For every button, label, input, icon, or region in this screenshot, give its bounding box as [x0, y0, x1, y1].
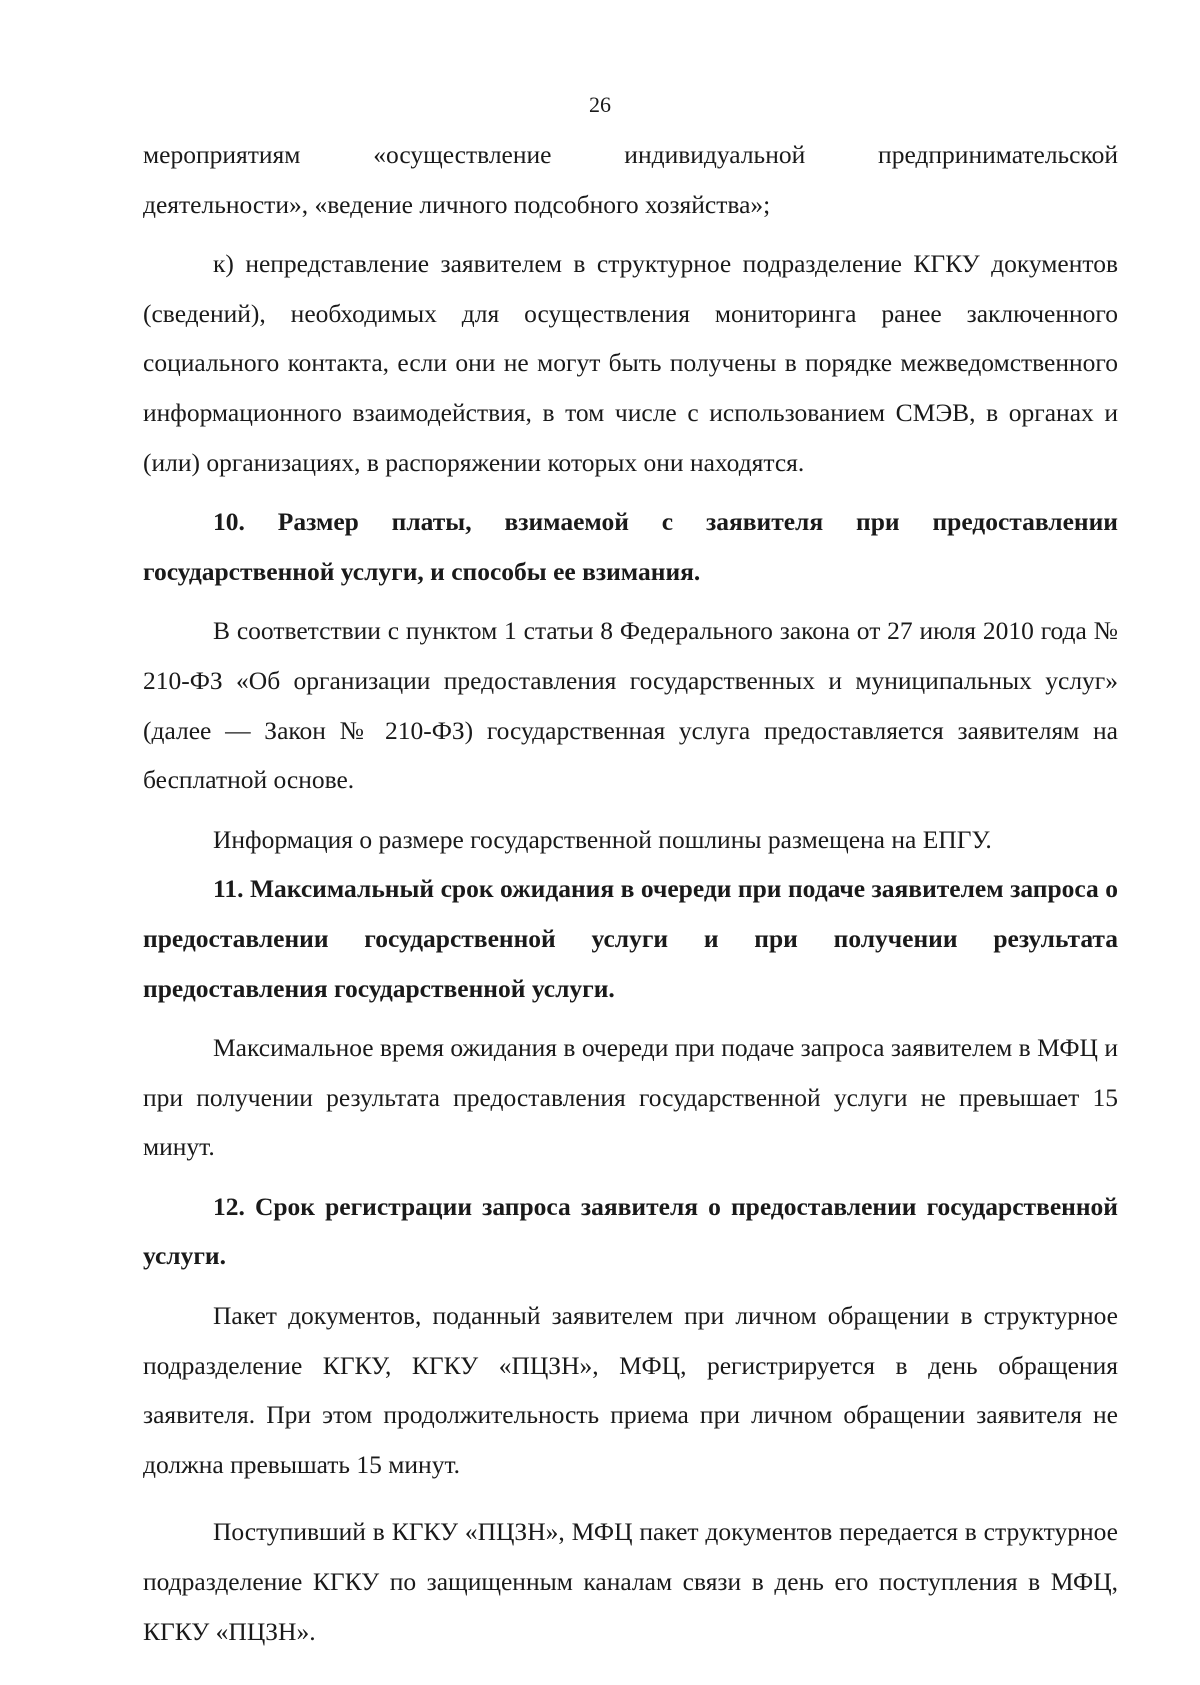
- section-heading-10: 10. Размер платы, взимаемой с заявителя при предоставлении государственной услуги, и способы ее взимания.: [143, 507, 1118, 586]
- paragraph-registration: Пакет документов, поданный заявителем при личном обращении в структурное подразделение КГКУ, КГКУ «ПЦЗН», МФЦ, регистрируется в день обращения заявителя. При этом продолжительность приема при личном обращении заявителя не должна превышать 15 минут.: [143, 1301, 1118, 1479]
- paragraph-transfer: Поступивший в КГКУ «ПЦЗН», МФЦ пакет документов передается в структурное подразделение КГКУ по защищенным каналам связи в день его поступления в МФЦ, КГКУ «ПЦЗН».: [143, 1517, 1118, 1646]
- paragraph-item-k: к) непредставление заявителем в структурное подразделение КГКУ документов (сведений), необходимых для осуществления мониторинга ранее заключенного социального контакта, если они не могут быть получены в порядке межведомственного информационного взаимодействия, в том числе с использованием СМЭВ, в органах и (или) организациях, в распоряжении которых они находятся.: [143, 249, 1118, 477]
- paragraph-fee-basis: В соответствии с пунктом 1 статьи 8 Федерального закона от 27 июля 2010 года № 210-ФЗ «Об организации предоставления государственных и муниципальных услуг» (далее — Закон № 210-ФЗ) государственная услуга предоставляется заявителям на бесплатной основе.: [143, 616, 1118, 795]
- paragraph-wait-time: Максимальное время ожидания в очереди при подаче запроса заявителем в МФЦ и при получении результата предоставления государственной услуги не превышает 15 минут.: [143, 1033, 1118, 1162]
- document-body: [143, 130, 1118, 1656]
- section-heading-12: 12. Срок регистрации запроса заявителя о предоставлении государственной услуги.: [143, 1191, 1118, 1271]
- paragraph-continuation-line2: деятельности», «ведение личного подсобного хозяйства»;: [143, 189, 771, 219]
- section-heading-11: 11. Максимальный срок ожидания в очереди при подаче заявителем запроса о предоставлении государственной услуги и при получении результата предоставления государственной услуги.: [143, 874, 1118, 1003]
- paragraph-continuation-line1: мероприятиям «осуществление индивидуальной предпринимательской: [143, 140, 1118, 169]
- page-number: 26: [589, 92, 611, 117]
- paragraph-duty-info: Информация о размере государственной пошлины размещена на ЕПГУ.: [213, 824, 992, 854]
